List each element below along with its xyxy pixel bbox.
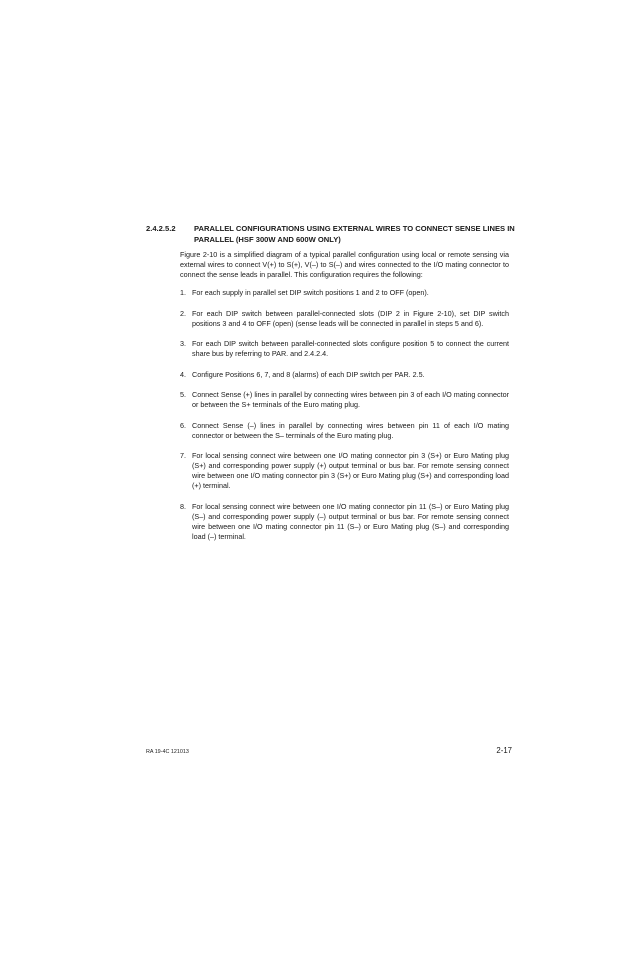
- section-number: 2.4.2.5.2: [146, 224, 176, 233]
- list-item: [180, 390, 509, 410]
- footer-page-number: 2-17: [496, 746, 512, 755]
- step-number: 5.: [180, 390, 186, 399]
- step-text: Connect Sense (–) lines in parallel by connecting wires between pin 11 of each I/O mating connector or between the S– terminals of the Euro mating plug.: [192, 420, 509, 440]
- step-number: 1.: [180, 288, 186, 297]
- step-text: Connect Sense (+) lines in parallel by connecting wires between pin 3 of each I/O mating connector or between the S+ terminals of the Euro mating plug.: [192, 390, 509, 409]
- step-text: For local sensing connect wire between one I/O mating connector pin 3 (S+) or Euro Mating plug (S+) and corresponding power supply (+) output terminal or bus bar. For remote sensing connect wire between one I/O mating connector pin 3 (S+) or Euro Mating plug (S+) and corresponding load (+) terminal.: [192, 451, 509, 490]
- list-item: [180, 451, 509, 491]
- step-text: For local sensing connect wire between one I/O mating connector pin 11 (S–) or Euro Mating plug (S–) and corresponding power supply (–) output terminal or bus bar. For remote sensing connect wire between one I/O mating connector pin 11 (S–) or Euro Mating plug (S–) and corresponding load (–) terminal.: [192, 501, 509, 541]
- list-item: [180, 288, 509, 298]
- list-item: [180, 370, 509, 380]
- step-number: 8.: [180, 501, 186, 511]
- step-text: For each DIP switch between parallel-connected slots (DIP 2 in Figure 2-10), set DIP switch positions 3 and 4 to OFF (open) (sense leads will be connected in parallel in steps 5 and 6).: [192, 308, 509, 328]
- section-title: PARALLEL CONFIGURATIONS USING EXTERNAL WIRES TO CONNECT SENSE LINES IN PARALLEL (HSF 300W AND 600W ONLY): [194, 224, 515, 244]
- list-item: [180, 421, 509, 441]
- step-text: For each supply in parallel set DIP switch positions 1 and 2 to OFF (open).: [192, 288, 429, 297]
- list-item: [180, 339, 509, 359]
- step-number: 2.: [180, 308, 186, 318]
- step-text: For each DIP switch between parallel-connected slots configure position 5 to connect the current share bus by referring to PAR. and 2.4.2.4.: [192, 339, 509, 358]
- step-number: 3.: [180, 339, 186, 348]
- list-item: [180, 309, 509, 329]
- intro-paragraph: Figure 2-10 is a simplified diagram of a typical parallel configuration using local or remote sensing via external wires to connect V(+) to S(+), V(–) to S(–) and wires connected to the I/O mating connector to connect the sense leads in parallel. This configuration requires the following:: [180, 250, 509, 279]
- step-number: 7.: [180, 451, 186, 460]
- step-number: 4.: [180, 369, 186, 379]
- list-item: [180, 502, 509, 542]
- step-text: Configure Positions 6, 7, and 8 (alarms) of each DIP switch per PAR. 2.5.: [192, 369, 425, 379]
- step-number: 6.: [180, 420, 186, 430]
- steps-list: [180, 288, 509, 552]
- footer-doc-code: RA 19-4C 121013: [146, 749, 189, 755]
- section-heading: [146, 223, 516, 245]
